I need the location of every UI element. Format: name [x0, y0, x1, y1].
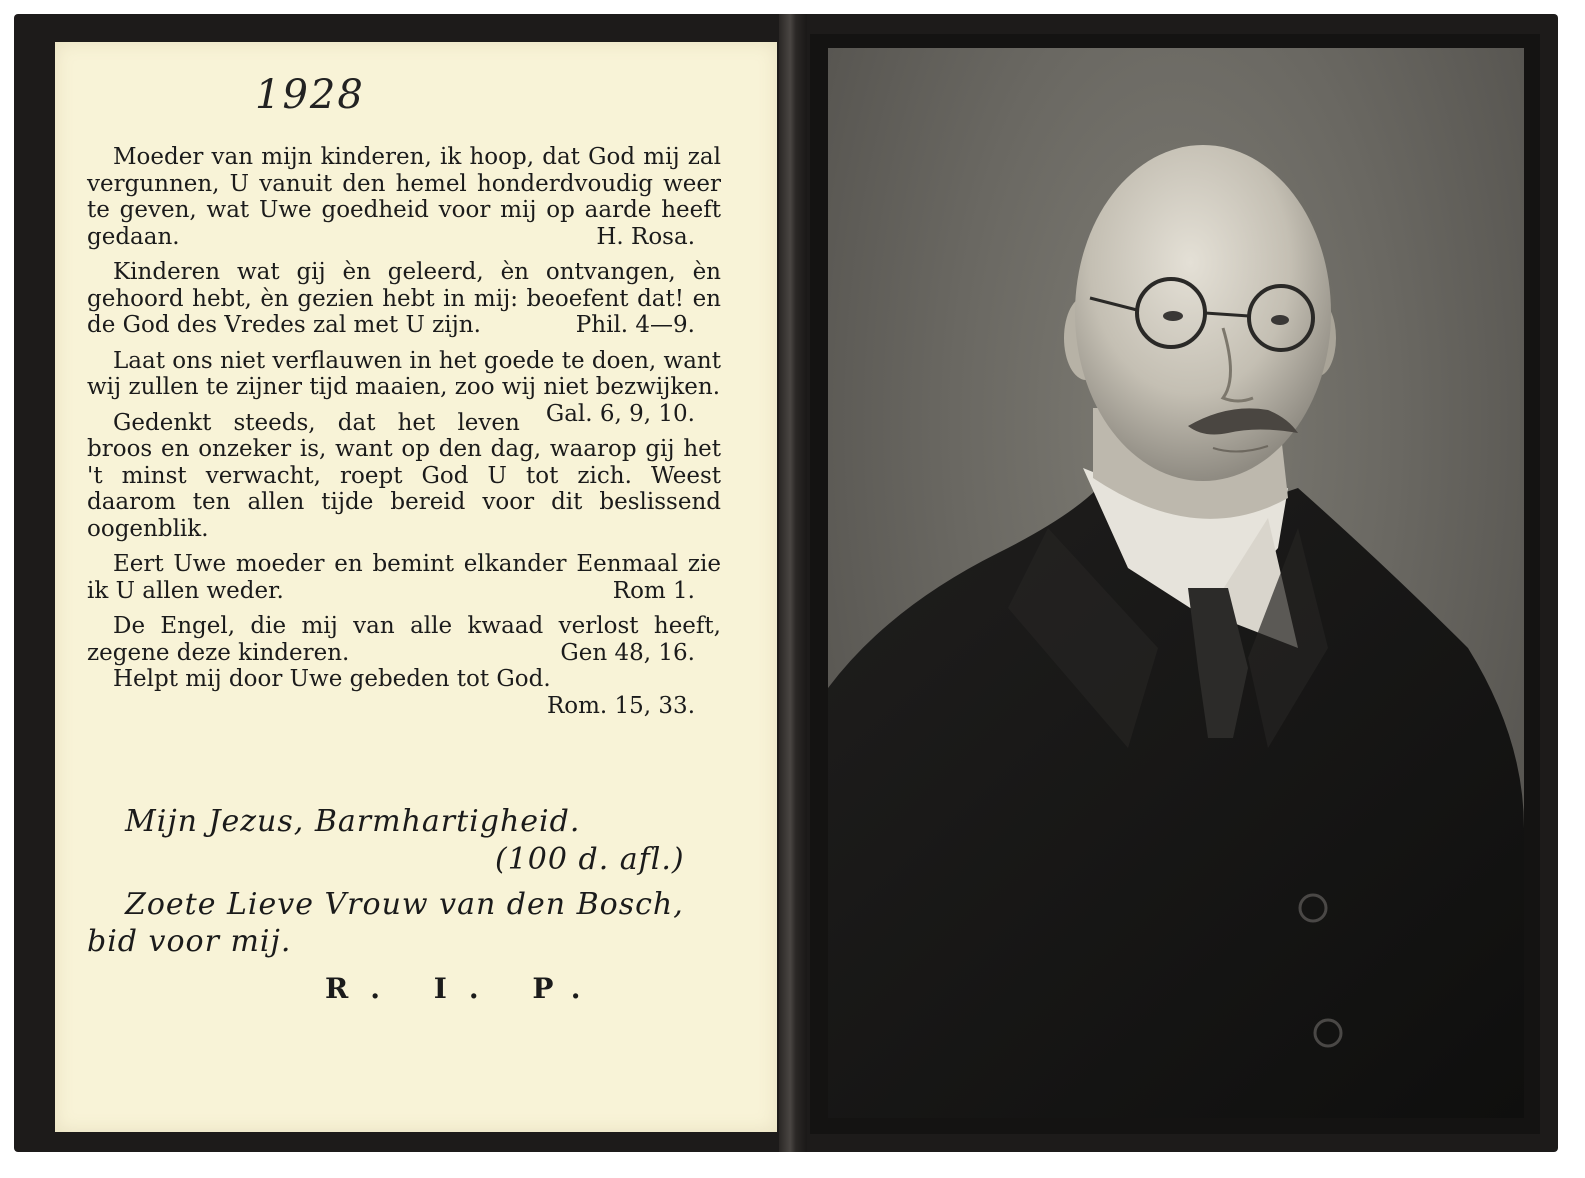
scripture-reference: Rom. 15, 33.: [546, 692, 695, 719]
paragraph-rosa: [87, 144, 721, 250]
rip-closing: R. I. P.: [325, 972, 603, 1005]
eye: [1163, 311, 1183, 321]
portrait-illustration: [828, 48, 1524, 1118]
handwritten-year: 1928: [255, 72, 365, 118]
paragraph-text: De Engel, die mij van alle kwaad verlost heeft, zegene deze kinderen.: [87, 613, 721, 666]
scripture-reference: Rom 1.: [612, 577, 695, 604]
scripture-reference: Gal. 6, 9, 10.: [545, 400, 695, 427]
indulgence-note: (100 d. afl.): [495, 842, 685, 877]
paragraph-text: Moeder van mijn kinderen, ik hoop, dat God mij zal vergunnen, U vanuit den hemel honderdvoudig weer te geven, wat Uwe goedheid voor mij op aarde heeft gedaan.: [87, 144, 721, 250]
invocation-line: bid voor mij.: [87, 924, 292, 959]
scripture-text: [87, 144, 721, 719]
paragraph-phil: [87, 259, 721, 339]
portrait-photo: [828, 48, 1524, 1118]
memorial-card: [14, 14, 1558, 1152]
scripture-reference: Gen 48, 16.: [560, 639, 695, 666]
card-fold: [779, 14, 807, 1152]
invocation-line: Zoete Lieve Vrouw van den Bosch,: [125, 887, 684, 922]
paragraph-gedenkt: [87, 410, 721, 543]
paragraph-text: Gedenkt steeds, dat het leven broos en onzeker is, want op den dag, waarop gij het 't minst verwacht, roept God U tot zich. Weest daarom ten allen tijde bereid voor dit beslissend oogenblik.: [87, 409, 721, 542]
paragraph-text: Kinderen wat gij èn geleerd, èn ontvangen, èn gehoord hebt, èn gezien hebt in mij: beoefent dat! en de God des Vredes zal met U zijn.: [87, 259, 721, 338]
paragraph-rom1: [87, 551, 721, 604]
paragraph-text: Laat ons niet verflauwen in het goede te doen, want wij zullen te zijner tijd maaien, zoo wij niet bezwijken.: [87, 347, 721, 400]
paragraph-gen: [87, 613, 721, 666]
paragraph-text: Eert Uwe moeder en bemint elkander Eenmaal zie ik U allen weder.: [87, 551, 721, 604]
scripture-reference: H. Rosa.: [596, 223, 695, 250]
text-page: [55, 42, 777, 1132]
prayer-line: Mijn Jezus, Barmhartigheid.: [125, 804, 581, 839]
eye: [1271, 315, 1289, 325]
paragraph-text: Helpt mij door Uwe gebeden tot God.: [113, 666, 551, 692]
photo-page: [810, 34, 1540, 1134]
paragraph-gal: [87, 347, 721, 427]
paragraph-helpt: [87, 666, 721, 693]
scripture-reference: Phil. 4—9.: [575, 312, 695, 338]
